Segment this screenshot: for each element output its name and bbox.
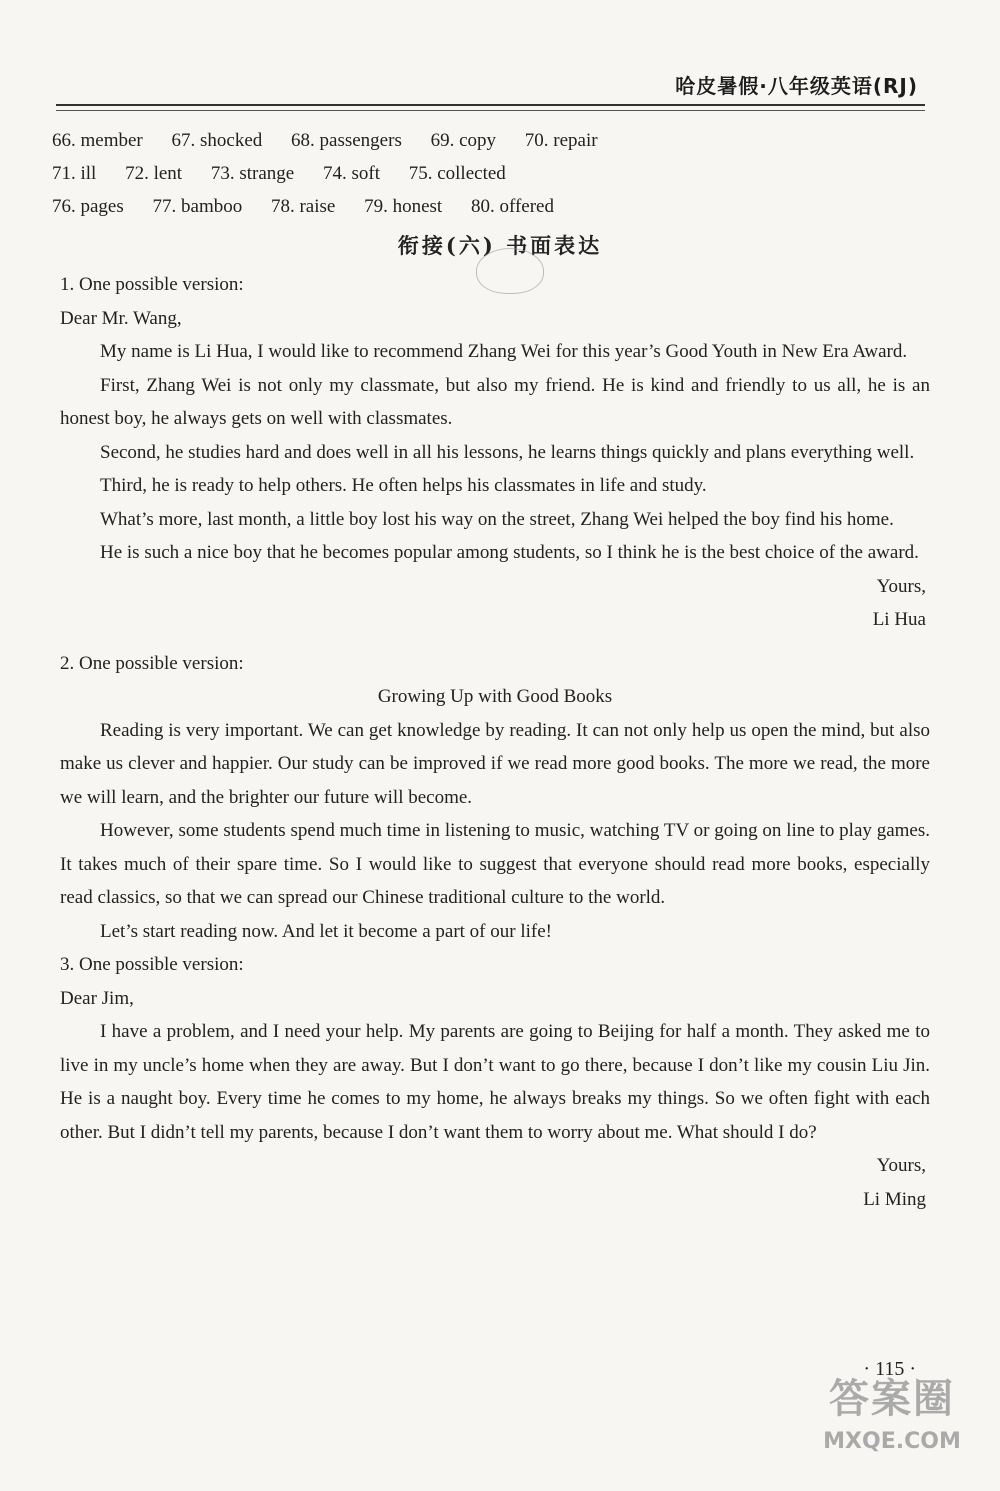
part1-paragraph: He is such a nice boy that he becomes popular among students, so I think he is the best choice of the award. xyxy=(100,542,919,563)
answer-item: 71. ill xyxy=(52,163,97,184)
answer-item: 68. passengers xyxy=(291,130,402,151)
watermark-logo: 答案圈 xyxy=(829,1376,955,1422)
essay-body xyxy=(60,268,930,1216)
part1-paragraph: What’s more, last month, a little boy lost his way on the street, Zhang Wei helped the boy find his home. xyxy=(100,508,894,530)
part3-signature: Li Ming xyxy=(863,1188,926,1210)
answer-item: 66. member xyxy=(52,130,143,151)
answer-item: 76. pages xyxy=(52,196,124,217)
spacer xyxy=(60,637,930,647)
answer-item: 73. strange xyxy=(210,163,295,184)
watermark xyxy=(802,1369,982,1479)
part1-signature: Li Hua xyxy=(872,609,926,630)
page-number: · 115 · xyxy=(863,1358,916,1380)
answer-item: 74. soft xyxy=(322,163,380,184)
header-rule xyxy=(56,104,925,106)
part1-paragraph: My name is Li Hua, I would like to recommend Zhang Wei for this year’s Good Youth in New Era Award. xyxy=(100,341,908,362)
header-title: 哈皮暑假·八年级英语(RJ) xyxy=(675,74,918,98)
answer-item: 77. bamboo xyxy=(152,196,243,217)
answer-row xyxy=(52,163,622,196)
answer-item: 80. offered xyxy=(470,196,554,217)
answer-item: 75. collected xyxy=(408,163,506,184)
answer-item: 72. lent xyxy=(125,163,183,184)
part3-greeting: Dear Jim, xyxy=(60,987,134,1009)
part1-greeting: Dear Mr. Wang, xyxy=(60,307,182,329)
answer-item: 69. copy xyxy=(430,130,497,151)
part1-paragraph: First, Zhang Wei is not only my classmate, but also my friend. He is kind and friendly to us all, he is an honest boy, he always gets on well with classmates. xyxy=(60,374,930,429)
part2-label: 2. One possible version: xyxy=(60,652,244,674)
part1-paragraph: Second, he studies hard and does well in all his lessons, he learns things quickly and plans everything well. xyxy=(100,441,915,463)
part2-paragraph: Let’s start reading now. And let it become a part of our life! xyxy=(100,920,552,942)
answer-row xyxy=(52,130,622,163)
header-rule-thin xyxy=(56,110,925,111)
section-title: 衔接(六) 书面表达 xyxy=(397,233,603,258)
part1-paragraph: Third, he is ready to help others. He often helps his classmates in life and study. xyxy=(100,475,707,496)
part2-paragraph: Reading is very important. We can get knowledge by reading. It can not only help us open the mind, but also make us clever and happier. Our study can be improved if we read more good books. The more we read, the more we will learn, and the brighter our future will become. xyxy=(60,719,930,808)
part2-title: Growing Up with Good Books xyxy=(377,686,613,707)
part1-closing: Yours, xyxy=(876,575,926,597)
part1-label: 1. One possible version: xyxy=(60,274,244,295)
answer-row xyxy=(52,196,622,229)
answer-item: 67. shocked xyxy=(171,130,263,151)
answer-key xyxy=(52,130,622,229)
watermark-url: MXQE.COM xyxy=(823,1429,961,1454)
part2-paragraph: However, some students spend much time in listening to music, watching TV or going on line to play games. It takes much of their spare time. So I would like to suggest that everyone should read more books, especially read classics, so that we can spread our Chinese traditional culture to the world. xyxy=(60,820,930,908)
part3-label: 3. One possible version: xyxy=(60,954,244,975)
answer-item: 79. honest xyxy=(364,196,443,217)
answer-item: 70. repair xyxy=(524,130,598,151)
answer-item: 78. raise xyxy=(270,196,336,217)
part3-closing: Yours, xyxy=(876,1155,926,1176)
part3-paragraph: I have a problem, and I need your help. My parents are going to Beijing for half a month. They asked me to live in my uncle’s home when they are away. But I don’t want to go there, because I don’t like my cousin Liu Jin. He is a naught boy. Every time he comes to my home, he always breaks my things. So we often fight with each other. But I didn’t tell my parents, because I don’t want them to worry about me. What should I do? xyxy=(60,1021,930,1143)
